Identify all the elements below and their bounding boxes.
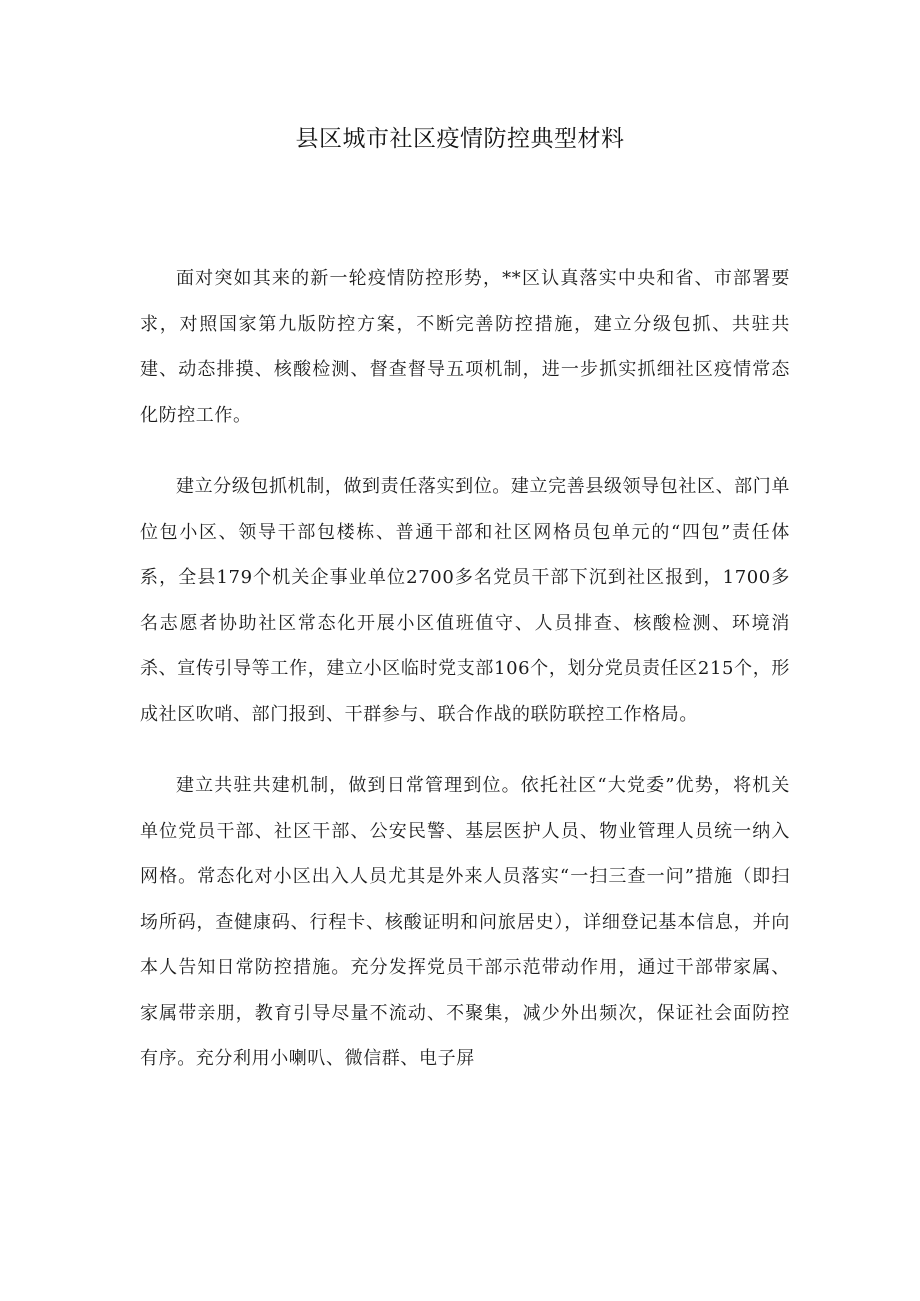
document-body [140,256,790,1108]
document-title: 县区城市社区疫情防控典型材料 [295,126,625,152]
paragraph-grading-mechanism: 建立分级包抓机制，做到责任落实到位。建立完善县级领导包社区、部门单位包小区、领导干部包楼栋、普通干部和社区网格员包单元的“四包”责任体系，全县179个机关企事业单位2700多名党员干部下沉到社区报到，1700多名志愿者协助社区常态化开展小区值班值守、人员排查、核酸检测、环境消杀、宣传引导等工作，建立小区临时党支部106个，划分党员责任区215个，形成社区吹哨、部门报到、干群参与、联合作战的联防联控工作格局。 [140,476,790,725]
paragraph-intro: 面对突如其来的新一轮疫情防控形势，**区认真落实中央和省、市部署要求，对照国家第九版防控方案，不断完善防控措施，建立分级包抓、共驻共建、动态排摸、核酸检测、督查督导五项机制，进一步抓实抓细社区疫情常态化防控工作。 [140,268,790,426]
paragraph-co-building-mechanism: 建立共驻共建机制，做到日常管理到位。依托社区“大党委”优势，将机关单位党员干部、社区干部、公安民警、基层医护人员、物业管理人员统一纳入网格。常态化对小区出入人员尤其是外来人员落实“一扫三查一问”措施（即扫场所码，查健康码、行程卡、核酸证明和问旅居史），详细登记基本信息，并向本人告知日常防控措施。充分发挥党员干部示范带动作用，通过干部带家属、家属带亲朋，教育引导尽量不流动、不聚集，减少外出频次，保证社会面防控有序。充分利用小喇叭、微信群、电子屏 [140,775,790,1069]
